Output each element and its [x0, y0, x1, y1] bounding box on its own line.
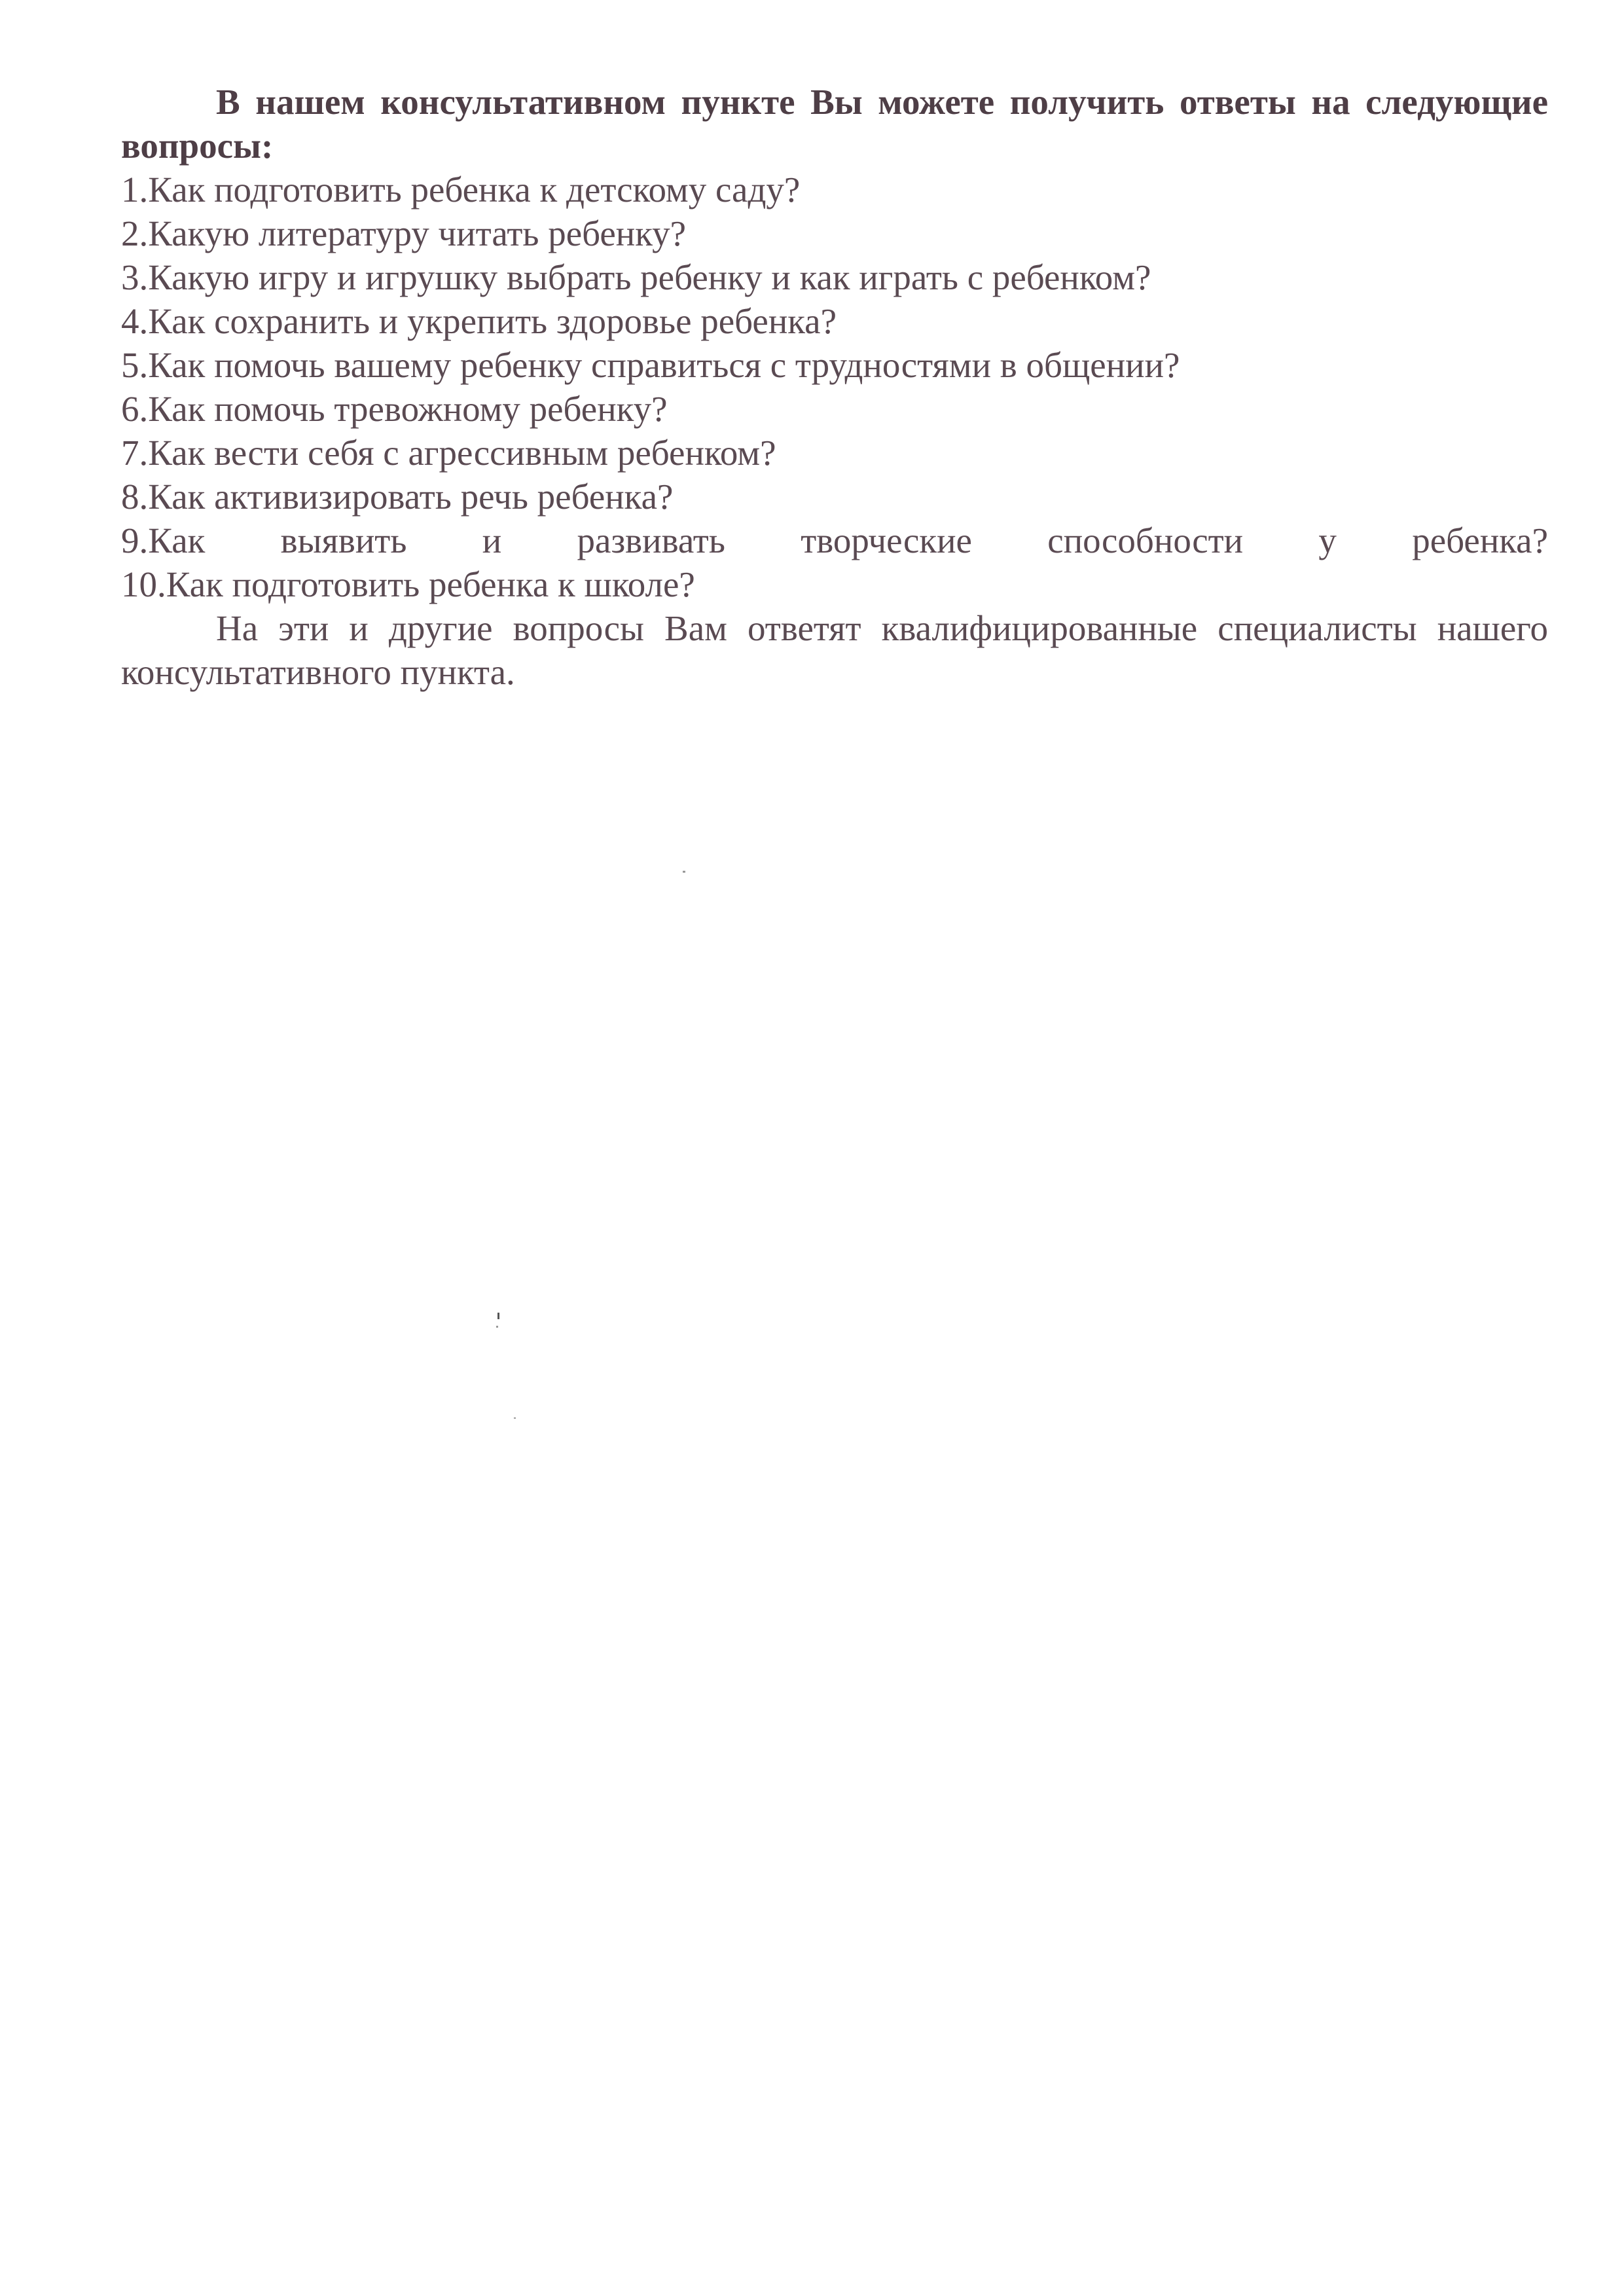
- question-item: 6.Как помочь тревожному ребенку?: [121, 389, 668, 429]
- question-item: 7.Как вести себя с агрессивным ребенком?: [121, 433, 776, 473]
- closing-paragraph: На эти и другие вопросы Вам ответят квалифицированные специалисты нашего консультативного пункта.: [121, 608, 1548, 692]
- intro-paragraph: В нашем консультативном пункте Вы можете получить ответы на следующие вопросы:: [121, 82, 1548, 166]
- scan-speck: [497, 1313, 499, 1319]
- document-body: [121, 80, 1548, 694]
- question-item: 10.Как подготовить ребенка к школе?: [121, 564, 695, 604]
- scan-speck: [514, 1417, 516, 1419]
- question-item: 4.Как сохранить и укрепить здоровье ребенка?: [121, 301, 837, 341]
- question-item: 5.Как помочь вашему ребенку справиться с трудностями в общении?: [121, 345, 1180, 385]
- question-item: 3.Какую игру и игрушку выбрать ребенку и как играть с ребенком?: [121, 257, 1151, 297]
- questions-list: [121, 168, 1548, 606]
- question-item: 1.Как подготовить ребенка к детскому саду?: [121, 170, 801, 210]
- question-item: 9.Как выявить и развивать творческие способности у ребенка?: [121, 520, 1548, 560]
- scan-speck: [683, 871, 685, 873]
- question-item: 2.Какую литературу читать ребенку?: [121, 213, 687, 253]
- question-item: 8.Как активизировать речь ребенка?: [121, 477, 674, 517]
- scan-speck: [496, 1326, 498, 1328]
